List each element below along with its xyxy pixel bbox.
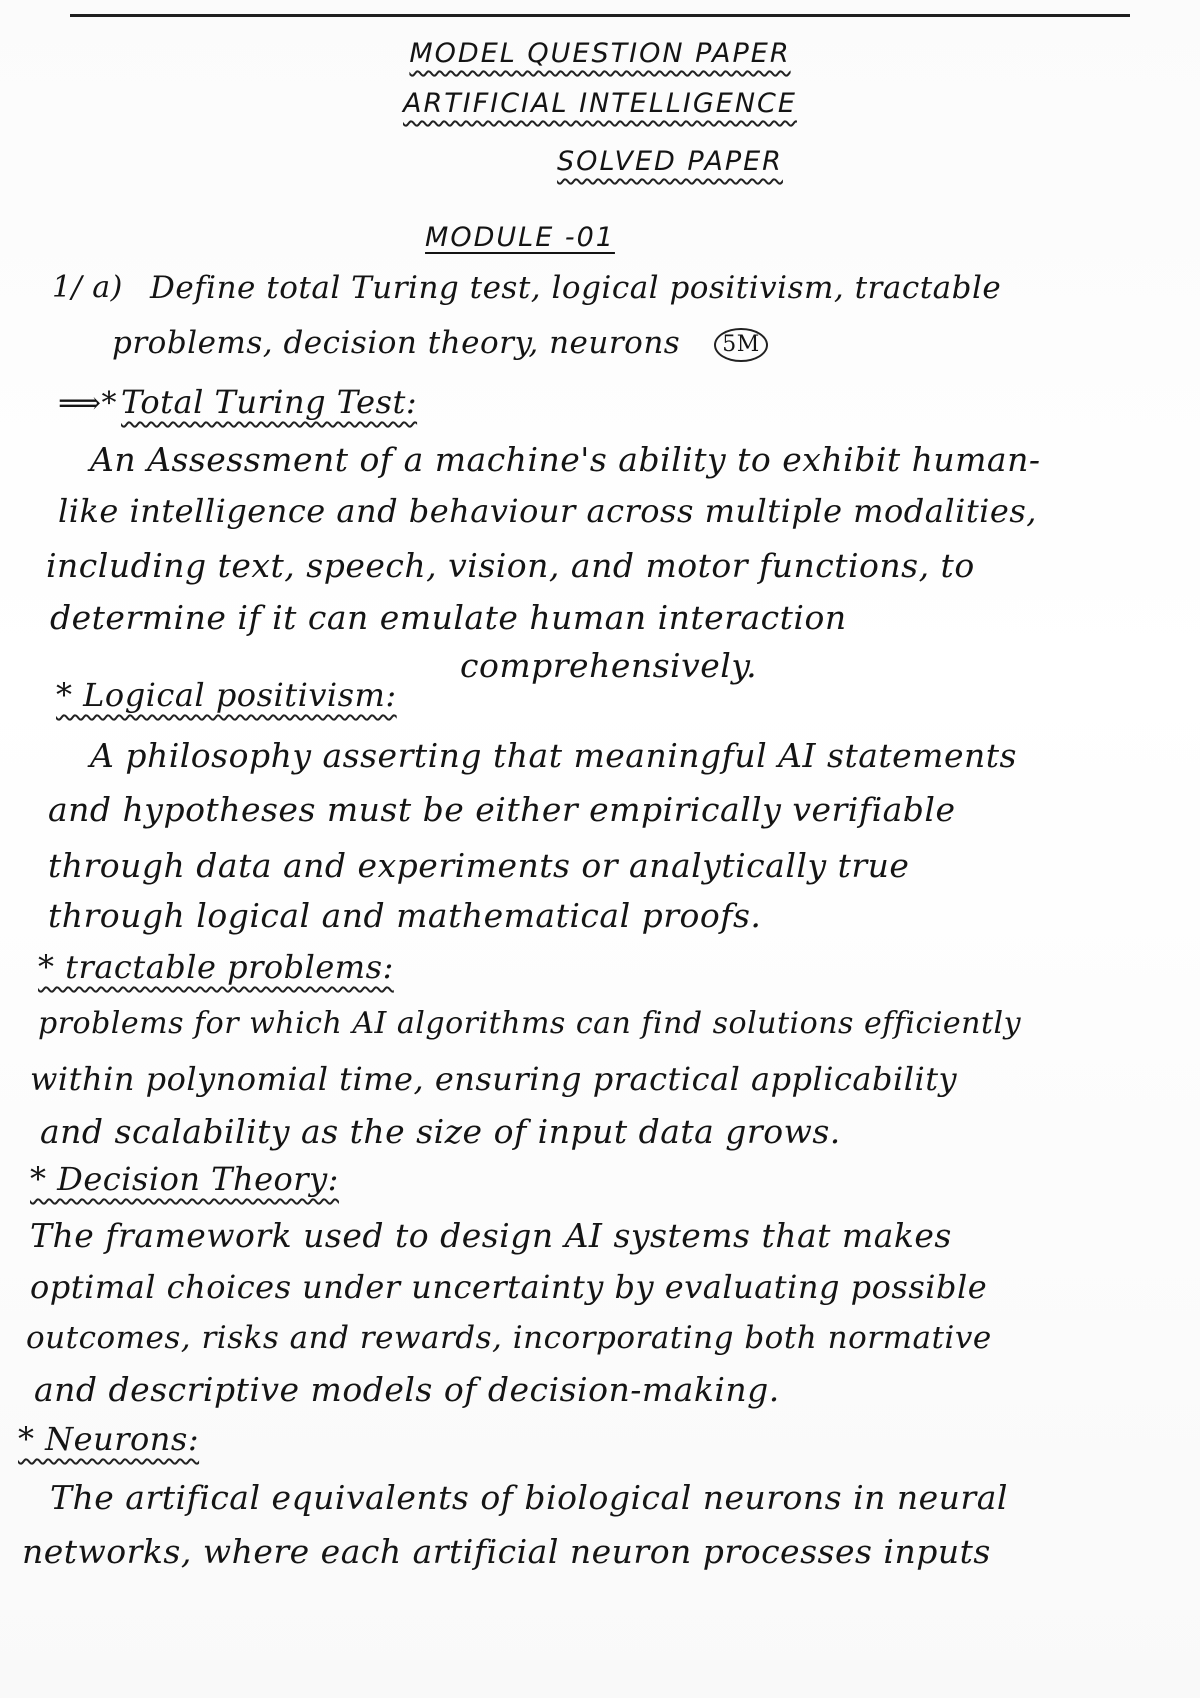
- solved-paper-title: SOLVED PAPER: [557, 146, 783, 177]
- answer-line: and hypotheses must be either empirically verifiable: [48, 790, 956, 829]
- subject-title: ARTIFICIAL INTELLIGENCE: [403, 88, 797, 119]
- answer-heading-logical-positivism: [56, 676, 397, 714]
- section-heading: * Logical positivism:: [56, 676, 397, 714]
- answer-line: The framework used to design AI systems that makes: [30, 1216, 952, 1255]
- answer-line: including text, speech, vision, and motor functions, to: [46, 546, 975, 585]
- answer-line: comprehensively.: [460, 646, 758, 685]
- answer-line: The artifical equivalents of biological neurons in neural: [50, 1478, 1008, 1517]
- answer-heading-tractable-problems: [38, 948, 394, 986]
- paper-title: MODEL QUESTION PAPER: [409, 38, 791, 69]
- answer-line: determine if it can emulate human interaction: [50, 598, 847, 637]
- section-heading: Total Turing Test:: [121, 383, 418, 421]
- section-heading: * Neurons:: [18, 1420, 200, 1458]
- answer-line: through data and experiments or analytically true: [48, 846, 910, 885]
- top-border-line: [70, 14, 1130, 17]
- answer-line: and descriptive models of decision-making.: [34, 1370, 780, 1409]
- answer-line: outcomes, risks and rewards, incorporating both normative: [26, 1320, 992, 1356]
- answer-line: problems for which AI algorithms can find solutions efficiently: [38, 1006, 1022, 1041]
- answer-line: through logical and mathematical proofs.: [48, 896, 762, 935]
- answer-line: A philosophy asserting that meaningful AI statements: [90, 736, 1017, 775]
- question-text-line-1: Define total Turing test, logical positivism, tractable: [150, 270, 1002, 306]
- marks-badge: 5M: [714, 328, 768, 362]
- answer-heading-total-turing-test: [58, 383, 417, 421]
- answer-line: like intelligence and behaviour across multiple modalities,: [58, 492, 1037, 530]
- module-title: MODULE -01: [425, 222, 615, 253]
- question-text: problems, decision theory, neurons: [112, 325, 681, 361]
- answer-heading-decision-theory: [30, 1160, 339, 1198]
- answer-line: within polynomial time, ensuring practical applicability: [30, 1060, 958, 1098]
- section-heading: * Decision Theory:: [30, 1160, 339, 1198]
- section-heading: * tractable problems:: [38, 948, 394, 986]
- answer-line: An Assessment of a machine's ability to exhibit human-: [90, 440, 1041, 479]
- arrow-icon: ⟹*: [58, 386, 118, 421]
- answer-line: optimal choices under uncertainty by evaluating possible: [30, 1268, 988, 1306]
- question-number: 1/ a): [52, 270, 123, 305]
- answer-line: networks, where each artificial neuron processes inputs: [22, 1532, 991, 1571]
- answer-line: and scalability as the size of input data grows.: [40, 1112, 841, 1151]
- question-text-line-2: [112, 325, 768, 362]
- answer-heading-neurons: [18, 1420, 199, 1458]
